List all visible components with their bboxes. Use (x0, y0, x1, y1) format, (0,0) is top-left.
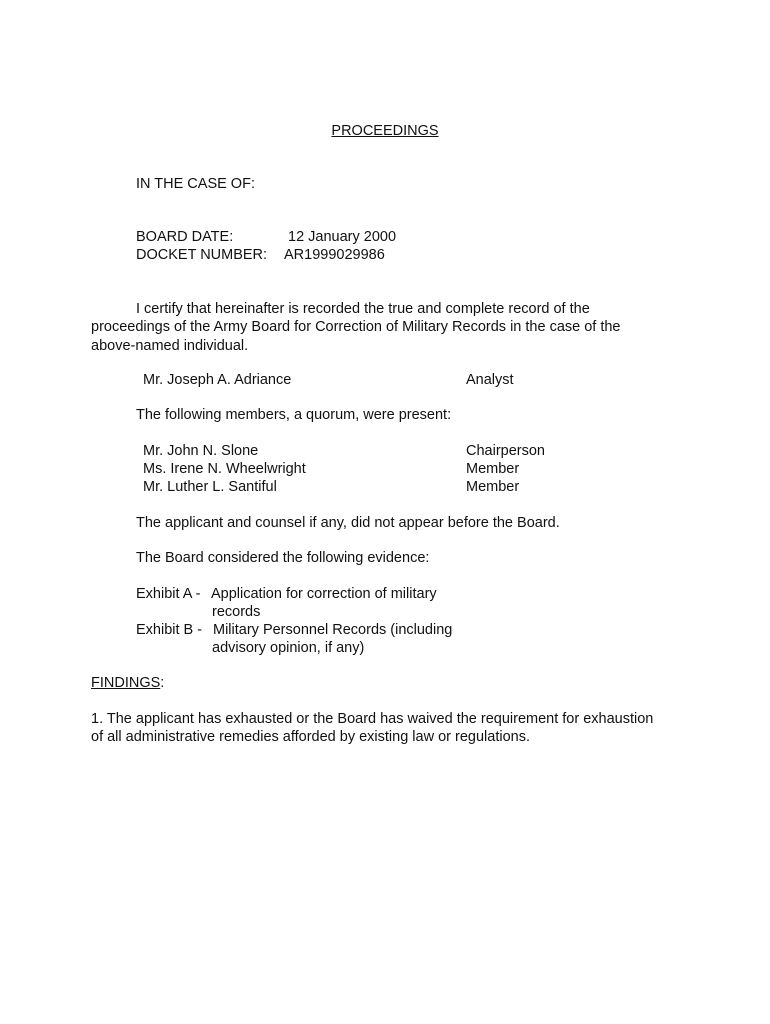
analyst-role: Analyst (466, 372, 514, 388)
member-role: Chairperson (466, 443, 545, 459)
member-name: Mr. John N. Slone (143, 443, 259, 459)
docket-number-label: DOCKET NUMBER: (136, 247, 268, 263)
member-role: Member (466, 461, 520, 477)
page-title: PROCEEDINGS (331, 123, 439, 139)
member-name: Ms. Irene N. Wheelwright (143, 461, 306, 477)
appearance-statement: The applicant and counsel if any, did not appear before the Board. (136, 515, 560, 531)
exhibit-description: Application for correction of military (211, 586, 437, 602)
findings-heading-text: FINDINGS (91, 675, 161, 691)
exhibit-label: Exhibit A - (136, 586, 201, 602)
case-label: IN THE CASE OF: (136, 176, 255, 192)
member-name: Mr. Luther L. Santiful (143, 479, 277, 495)
exhibit-description-continued: advisory opinion, if any) (212, 640, 365, 656)
board-date-label: BOARD DATE: (136, 229, 234, 245)
findings-colon: : (160, 675, 165, 691)
members-intro: The following members, a quorum, were present: (136, 407, 452, 423)
board-date-value: 12 January 2000 (288, 229, 397, 245)
exhibit-description-continued: records (212, 604, 261, 620)
certification-paragraph: I certify that hereinafter is recorded the true and complete record of the proceedings of the Army Board for Correction of Military Records in the case of the above-named individual. (91, 301, 621, 354)
evidence-intro: The Board considered the following evidence: (136, 550, 430, 566)
member-role: Member (466, 479, 520, 495)
findings-heading (91, 674, 164, 692)
finding-1: 1. The applicant has exhausted or the Board has waived the requirement for exhaustion of all administrative remedies afforded by existing law or regulations. (91, 711, 654, 746)
exhibit-description: Military Personnel Records (including (213, 622, 453, 638)
exhibit-label: Exhibit B - (136, 622, 203, 638)
analyst-name: Mr. Joseph A. Adriance (143, 372, 292, 388)
docket-number-value: AR1999029986 (284, 247, 385, 263)
